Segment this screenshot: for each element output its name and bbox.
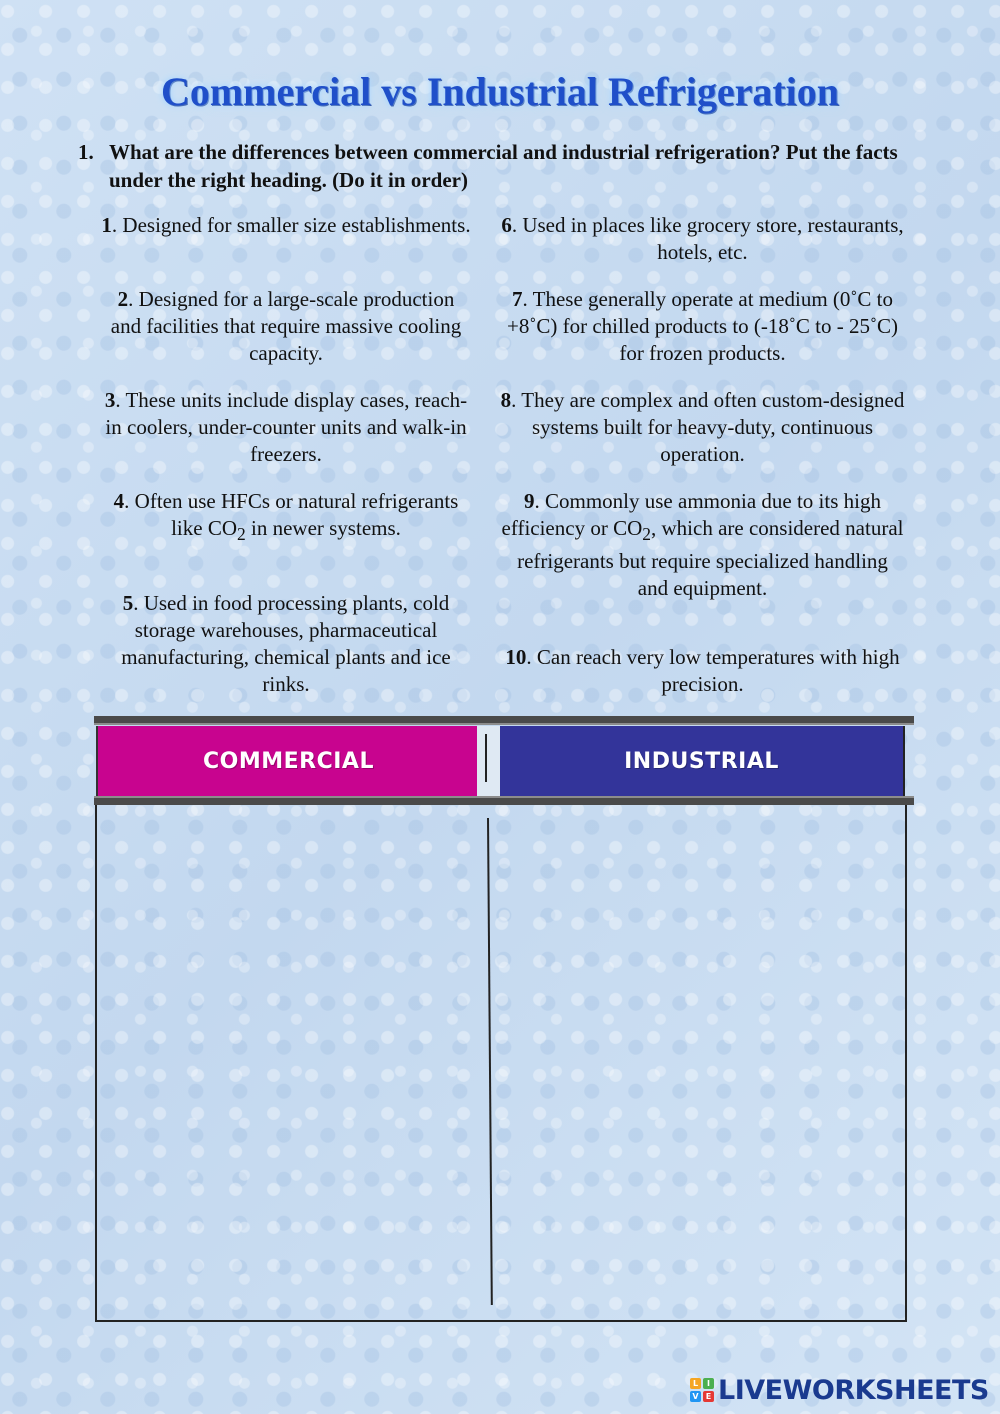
fact-number: 7	[512, 287, 523, 311]
industrial-header: INDUSTRIAL	[500, 726, 905, 797]
commercial-header: COMMERCIAL	[96, 726, 479, 797]
header-separator	[477, 726, 500, 797]
liveworksheets-logo	[690, 1374, 989, 1406]
fact-10[interactable]	[500, 644, 905, 698]
fact-subscript: 2	[237, 524, 246, 545]
fact-text-after: , which are considered natural refrigerants but require specialized handling and equipment.	[517, 516, 904, 601]
fact-number: 4	[113, 489, 125, 513]
fact-text: . These units include display cases, reach-in coolers, under-counter units and walk-in freezers.	[105, 388, 468, 466]
fact-subscript: 2	[642, 524, 651, 545]
fact-text: . These generally operate at medium (0˚C to +8˚C) for chilled products to (-18˚C to - 25˚C) for frozen products.	[507, 287, 898, 365]
fact-number: 5	[122, 591, 134, 615]
fact-4[interactable]	[100, 488, 472, 548]
industrial-drop-zone[interactable]	[496, 810, 898, 1315]
fact-number: 3	[104, 388, 116, 412]
fact-text: . Used in places like grocery store, restaurants, hotels, etc.	[511, 213, 904, 264]
fact-text: . Can reach very low temperatures with high precision.	[526, 645, 900, 696]
commercial-drop-zone[interactable]	[100, 810, 482, 1315]
fact-number: 9	[524, 489, 535, 513]
table-top-border	[94, 716, 914, 723]
fact-2[interactable]	[100, 286, 472, 367]
instruction-text: What are the differences between commercial and industrial refrigeration? Put the facts under the right heading. (Do it in order)	[109, 140, 898, 192]
logo-mark-tile: I	[703, 1378, 714, 1389]
fact-text: . Used in food processing plants, cold storage warehouses, pharmaceutical manufacturing, chemical plants and ice rinks.	[121, 591, 451, 696]
fact-number: 8	[500, 388, 512, 412]
logo-mark-tile: L	[690, 1378, 701, 1389]
fact-text: . Often use HFCs or natural refrigerants like CO	[124, 489, 459, 540]
fact-1[interactable]	[100, 212, 472, 239]
fact-text: . Designed for smaller size establishments.	[111, 213, 471, 237]
fact-6[interactable]	[500, 212, 905, 266]
logo-mark-icon	[690, 1378, 714, 1402]
fact-number: 1	[101, 213, 112, 237]
fact-text: . They are complex and often custom-designed systems built for heavy-duty, continuous operation.	[511, 388, 905, 466]
fact-7[interactable]	[500, 286, 905, 367]
logo-mark-tile: E	[703, 1391, 714, 1402]
fact-9[interactable]	[500, 488, 905, 602]
logo-mark-tile: V	[690, 1391, 701, 1402]
fact-5[interactable]	[100, 590, 472, 698]
table-header-border	[94, 798, 914, 805]
fact-8[interactable]	[500, 387, 905, 468]
separator-line	[485, 734, 487, 782]
fact-text-after: in newer systems.	[245, 516, 401, 540]
fact-number: 6	[501, 213, 512, 237]
instruction-number: 1.	[78, 140, 94, 164]
instruction	[78, 138, 918, 194]
fact-text: . Commonly use ammonia due to its high efficiency or CO	[501, 489, 881, 540]
fact-number: 10	[505, 645, 527, 669]
fact-text: . Designed for a large-scale production and facilities that require massive cooling capacity.	[110, 287, 462, 365]
page-title: Commercial vs Industrial Refrigeration	[160, 69, 840, 114]
fact-3[interactable]	[100, 387, 472, 468]
fact-number: 2	[117, 287, 129, 311]
brand-text: LIVEWORKSHEETS	[718, 1374, 989, 1406]
